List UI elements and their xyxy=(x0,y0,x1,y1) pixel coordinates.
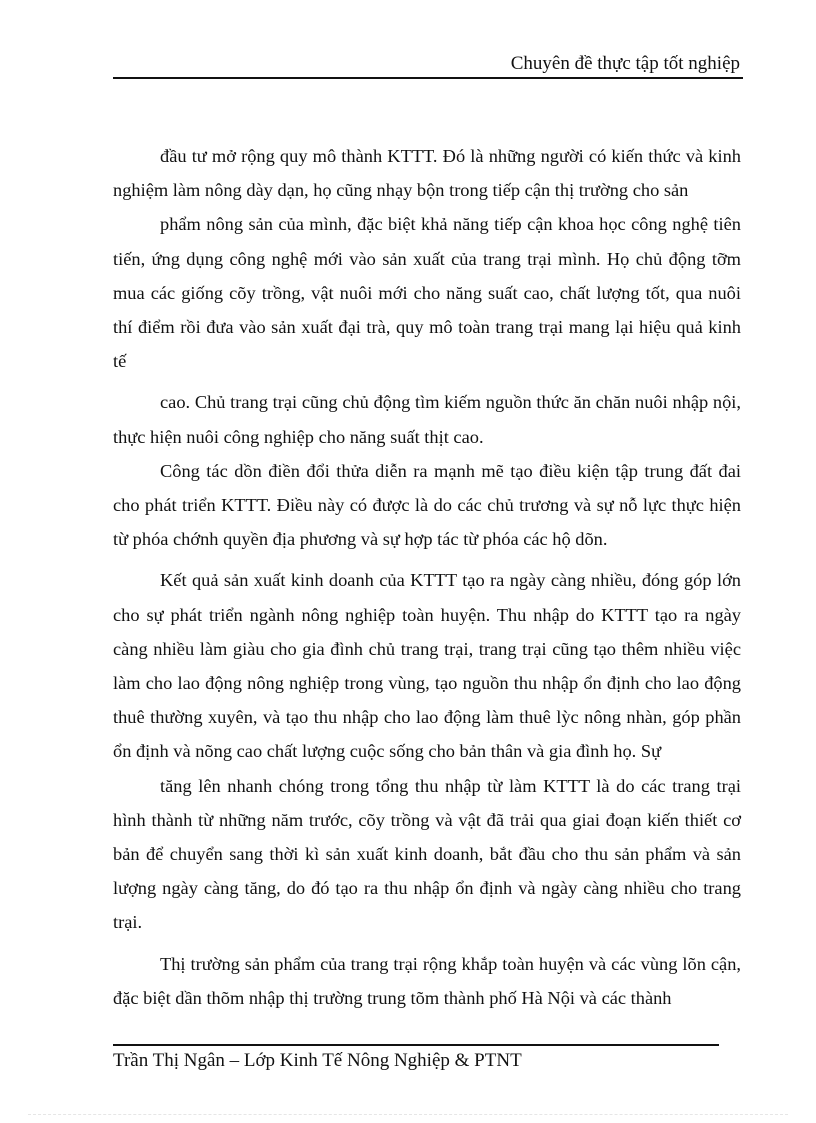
running-footer: Trần Thị Ngân – Lớp Kinh Tế Nông Nghiệp & PTNT xyxy=(113,1050,522,1071)
paragraph-4: Công tác dồn điền đổi thửa diễn ra mạnh mẽ tạo điều kiện tập trung đất đai cho phát triển KTTT. Điều này có được là do các chủ trương và sự nỗ lực thực hiện từ phóa chớnh quyền địa phương và sự hợp tác từ phóa các hộ dõn. xyxy=(113,460,741,550)
paragraph-5: Kết quả sản xuất kinh doanh của KTTT tạo ra ngày càng nhiều, đóng góp lớn cho sự phát triển ngành nông nghiệp toàn huyện. Thu nhập do KTTT tạo ra ngày càng nhiều làm giàu cho gia đình chủ trang trại, trang trại cũng tạo thêm nhiều việc làm cho lao động nông nghiệp trong vùng, tạo nguồn thu nhập ổn định cho lao động thuê thường xuyên, và tạo thu nhập cho lao động làm thuê lỳc nông nhàn, góp phần ổn định và nõng cao chất lượng cuộc sống cho bản thân và gia đình họ. Sự xyxy=(113,570,741,762)
document-body xyxy=(113,139,741,1015)
paragraph-1: đầu tư mở rộng quy mô thành KTTT. Đó là những người có kiến thức và kinh nghiệm làm nông dày dạn, họ cũng nhạy bộn trong tiếp cận thị trường cho sản xyxy=(113,146,741,201)
running-header: Chuyên đề thực tập tốt nghiệp xyxy=(510,53,740,74)
header-rule xyxy=(113,77,743,79)
paragraph-6: tăng lên nhanh chóng trong tổng thu nhập từ làm KTTT là do các trang trại hình thành từ những năm trước, cõy trồng và vật đã trải qua giai đoạn kiến thiết cơ bản để chuyển sang thời kì sản xuất kinh doanh, bắt đầu cho thu sản phẩm và sản lượng ngày càng tăng, do đó tạo ra thu nhập ổn định và ngày càng nhiều cho trang trại. xyxy=(113,775,741,933)
footer-rule xyxy=(113,1044,719,1046)
paragraph-2: phẩm nông sản của mình, đặc biệt khả năng tiếp cận khoa học công nghệ tiên tiến, ứng dụng công nghệ mới vào sản xuất của trang trại mình. Họ chủ động tỡm mua các giống cõy trồng, vật nuôi mới cho năng suất cao, chất lượng tốt, qua nuôi thí điểm rồi đưa vào sản xuất đại trà, quy mô toàn trang trại mang lại hiệu quả kinh tế xyxy=(113,214,741,372)
page-edge xyxy=(28,1114,788,1115)
paragraph-3: cao. Chủ trang trại cũng chủ động tìm kiếm nguồn thức ăn chăn nuôi nhập nội, thực hiện nuôi công nghiệp cho năng suất thịt cao. xyxy=(113,392,741,447)
paragraph-7: Thị trường sản phẩm của trang trại rộng khắp toàn huyện và các vùng lõn cận, đặc biệt dần thõm nhập thị trường trung tõm thành phố Hà Nội và các thành xyxy=(113,953,741,1008)
